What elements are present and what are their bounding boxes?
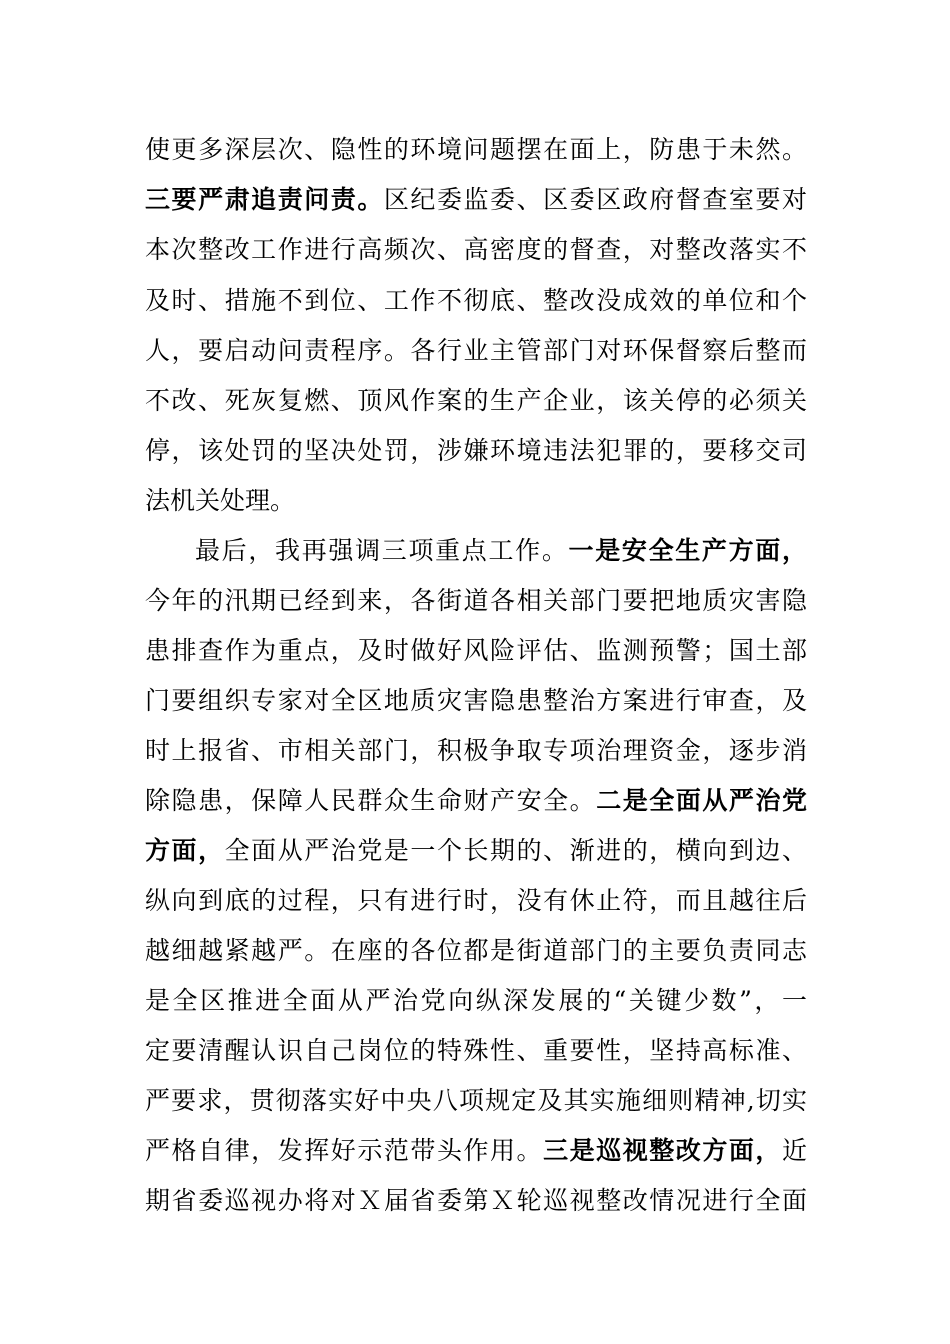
text-span: 全面从严治党是一个长期的、渐进的，横向到边、: [224, 836, 807, 865]
bold-heading: 二是全面从严治党: [596, 786, 807, 815]
text-span: 使更多深层次、隐性的环境问题摆在面上，防患于未然。: [145, 135, 807, 164]
text-line: [145, 1081, 807, 1121]
text-span: 最后，我再强调三项重点工作。: [195, 536, 569, 565]
text-line: [145, 931, 807, 971]
text-span: 区纪委监委、区委区政府督查室要对: [383, 185, 807, 214]
text-span: 定要清醒认识自己岗位的特殊性、重要性，坚持高标准、: [145, 1036, 807, 1065]
text-line: [145, 781, 807, 821]
text-line: [145, 1131, 807, 1171]
text-span: 本次整改工作进行高频次、高密度的督查，对整改落实不: [145, 235, 807, 264]
bold-heading: 三要严肃追责问责。: [145, 185, 384, 214]
text-span: 期省委巡视办将对Ｘ届省委第Ｘ轮巡视整改情况进行全面: [145, 1186, 807, 1215]
text-line: [145, 631, 807, 671]
text-span: 不改、死灰复燃、顶风作案的生产企业，该关停的必须关: [145, 386, 807, 415]
text-line: [145, 331, 807, 371]
text-span: 门要组织专家对全区地质灾害隐患整治方案进行审查，及: [145, 686, 807, 715]
text-line: [145, 481, 807, 521]
text-line: [145, 431, 807, 471]
text-span: 除隐患，保障人民群众生命财产安全。: [145, 786, 597, 815]
text-line: [145, 731, 807, 771]
text-line: [145, 130, 807, 170]
text-span: 患排查作为重点，及时做好风险评估、监测预警；国土部: [145, 636, 807, 665]
text-span: 法机关处理。: [145, 486, 296, 515]
text-span: 是全区推进全面从严治党向纵深发展的“关键少数”，一: [145, 986, 807, 1015]
text-span: 人，要启动问责程序。各行业主管部门对环保督察后整而: [145, 336, 807, 365]
bold-heading: 三是巡视整改方面，: [543, 1136, 782, 1165]
text-span: 停，该处罚的坚决处罚，涉嫌环境违法犯罪的，要移交司: [145, 436, 807, 465]
text-line: [145, 281, 807, 321]
text-line: [145, 230, 807, 270]
text-span: 严格自律，发挥好示范带头作用。: [145, 1136, 544, 1165]
text-span: 今年的汛期已经到来，各街道各相关部门要把地质灾害隐: [145, 586, 807, 615]
text-span: 越细越紧越严。在座的各位都是街道部门的主要负责同志: [145, 936, 807, 965]
text-span: 严要求，贯彻落实好中央八项规定及其实施细则精神,切实: [145, 1086, 807, 1115]
text-line: [145, 981, 807, 1021]
text-line: [145, 1031, 807, 1071]
bold-heading: 方面，: [145, 836, 225, 865]
text-line: [145, 831, 807, 871]
text-line: [145, 881, 807, 921]
text-line: [145, 681, 807, 721]
bold-heading: 一是安全生产方面，: [568, 536, 807, 565]
text-line: [145, 1181, 807, 1221]
text-line: [145, 581, 807, 621]
text-span: 近: [781, 1136, 807, 1165]
text-line: [195, 531, 807, 571]
text-span: 纵向到底的过程，只有进行时，没有休止符，而且越往后: [145, 886, 807, 915]
text-span: 及时、措施不到位、工作不彻底、整改没成效的单位和个: [145, 286, 807, 315]
text-span: 时上报省、市相关部门，积极争取专项治理资金，逐步消: [145, 736, 807, 765]
text-line: [145, 180, 807, 220]
text-line: [145, 381, 807, 421]
